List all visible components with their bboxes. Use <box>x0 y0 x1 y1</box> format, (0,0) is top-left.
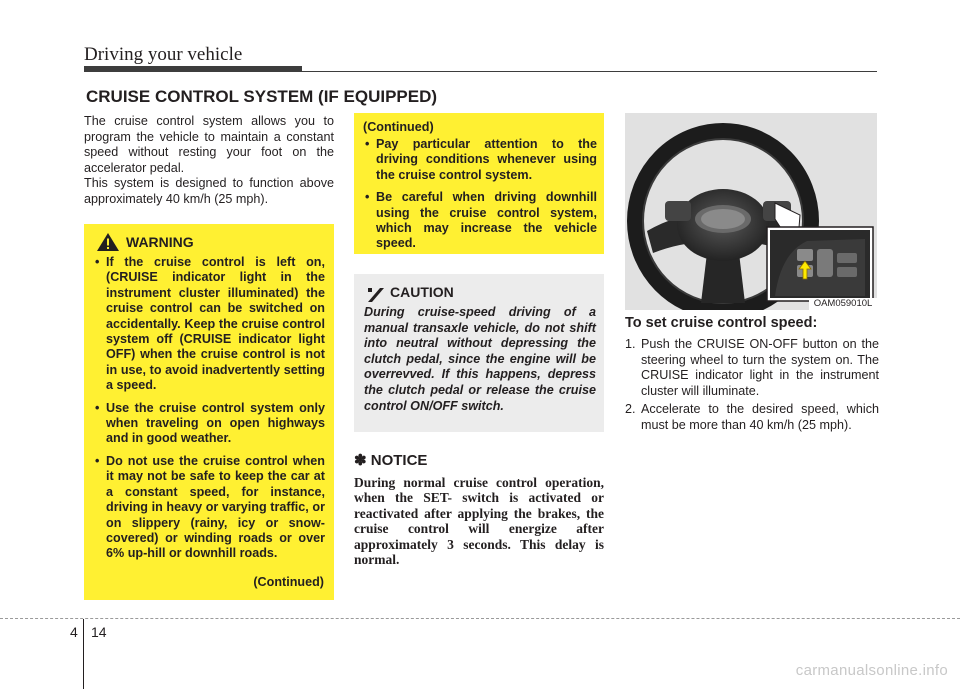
page-number: 14 <box>91 624 107 640</box>
warning-item: • Do not use the cruise control when it may not be safe to keep the car at a constant speed, for instance, driving in heavy or varying traffic, or on slippery (rainy, icy or snow-covered) or winding roads or over 6% up-hill or downhill roads. <box>90 454 325 562</box>
steering-wheel-icon <box>625 113 877 310</box>
step-number: 2. <box>625 402 636 416</box>
chapter-number: 4 <box>70 624 78 640</box>
step-number: 1. <box>625 337 636 351</box>
notice-heading: ✽ NOTICE <box>354 452 428 469</box>
warning-item: • Use the cruise control system only when traveling on open highways and in good weather. <box>90 401 325 447</box>
caution-box <box>354 274 604 432</box>
step-text: Accelerate to the desired speed, which must be more than 40 km/h (25 mph). <box>641 402 879 432</box>
notice-text: During normal cruise control operation, when the SET- switch is activated or reactivated after applying the brakes, the cruise control will energize after approximately 3 seconds. This delay is normal. <box>354 475 604 568</box>
footer-divider <box>83 619 84 689</box>
warning-item: • If the cruise control is left on, (CRUISE indicator light in the instrument cluster illuminated) the cruise control can be switched on accidentally. Keep the cruise control system off (CRUISE indicator light OFF) when the cruise control is not in use, to avoid inadvertently setting a speed. <box>90 255 325 394</box>
procedure-step <box>625 402 879 433</box>
caution-text: During cruise-speed driving of a manual transaxle vehicle, do not shift into neutral without depressing the clutch pedal, since the engine will be overrevved. If this happens, depress the clutch pedal or release the cruise control ON/OFF switch. <box>364 305 596 413</box>
procedure-title: To set cruise control speed: <box>625 315 818 331</box>
section-title: CRUISE CONTROL SYSTEM (IF EQUIPPED) <box>86 87 438 106</box>
continued-label: (Continued) <box>363 120 434 134</box>
warning-label: WARNING <box>126 234 194 250</box>
continued-item: • Be careful when driving downhill using the cruise control system, which may increase the vehicle speed. <box>360 190 597 252</box>
warning-box <box>84 224 334 600</box>
continued-list <box>360 137 597 259</box>
caution-label: CAUTION <box>390 284 454 300</box>
header-rule <box>302 71 877 72</box>
warning-continued-box <box>354 113 604 254</box>
header-bar <box>84 66 302 72</box>
footer-rule <box>0 618 960 619</box>
procedure-step <box>625 337 879 399</box>
warning-list <box>90 255 325 569</box>
continued-item: • Pay particular attention to the driving conditions whenever using the cruise control system. <box>360 137 597 183</box>
warning-triangle-icon <box>96 232 120 252</box>
figure-code: OAM059010L <box>809 298 877 310</box>
caution-mark-icon <box>366 286 386 304</box>
procedure-steps <box>625 337 879 436</box>
intro-paragraph-1: The cruise control system allows you to program the vehicle to maintain a constant speed without resting your foot on the accelerator pedal. <box>84 114 334 175</box>
steering-wheel-illustration <box>625 113 877 310</box>
warning-continued: (Continued) <box>253 575 324 589</box>
step-text: Push the CRUISE ON-OFF button on the steering wheel to turn the system on. The CRUISE indicator light in the instrument cluster will illuminate. <box>641 337 879 398</box>
watermark: carmanualsonline.info <box>795 662 948 679</box>
page-header-title: Driving your vehicle <box>84 44 243 65</box>
intro-paragraph-2: This system is designed to function above approximately 40 km/h (25 mph). <box>84 176 334 206</box>
